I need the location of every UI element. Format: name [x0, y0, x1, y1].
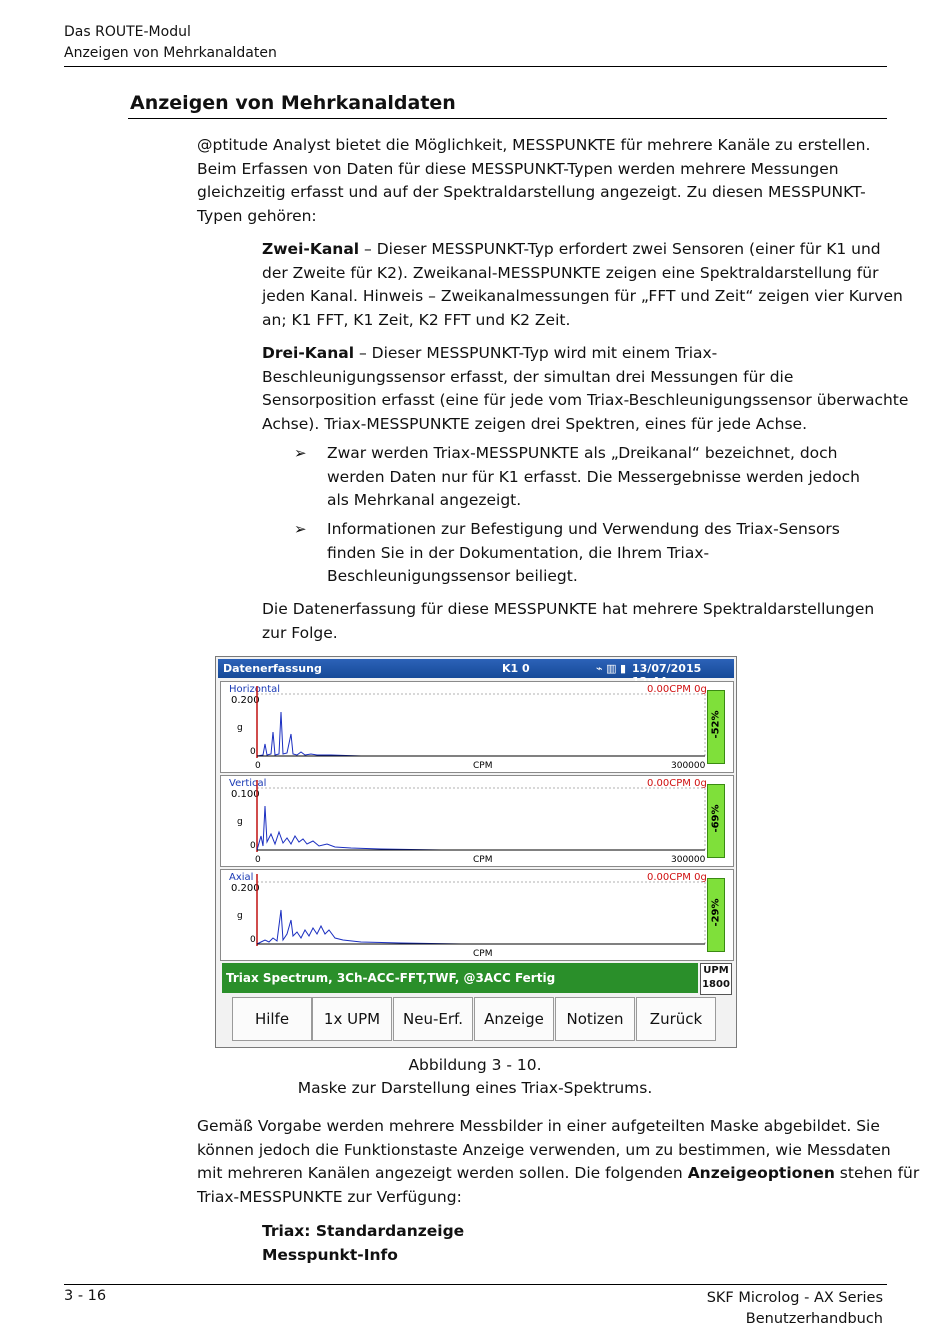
- zwei-kanal-term: Zwei-Kanal: [262, 240, 360, 258]
- neu-erfassen-button[interactable]: Neu-Erf.: [393, 997, 473, 1041]
- option-item: Messpunkt-Info: [262, 1245, 398, 1264]
- panel-readout: 0.00CPM 0g: [647, 684, 707, 695]
- spectrum-panel-axial[interactable]: [220, 869, 734, 961]
- panel-scale: 0.100: [231, 789, 260, 800]
- figure-caption-number: Abbildung 3 - 10.: [408, 1056, 542, 1074]
- panel-name: Axial: [229, 872, 254, 883]
- bullet-arrow-icon: ➢: [294, 444, 307, 462]
- bullet-line: finden Sie in der Dokumentation, die Ihrem Triax-: [327, 543, 710, 562]
- panel-scale: 0.200: [231, 695, 260, 706]
- plot-grid: [257, 882, 705, 944]
- running-header: [64, 22, 277, 64]
- intro-paragraph: [197, 134, 870, 228]
- device-screenshot: [215, 656, 737, 1048]
- y-zero: 0: [250, 841, 256, 851]
- channel-indicator: K1 0: [502, 662, 530, 675]
- bullet-line: Zwar werden Triax-MESSPUNKTE als „Dreikanal“ bezeichnet, doch: [327, 444, 838, 462]
- zwei-text: – Dieser MESSPUNKT-Typ erfordert zwei Sensoren (einer für K1 und: [359, 240, 881, 258]
- title-rule: [128, 118, 887, 119]
- product-name: SKF Microlog - AX Series: [706, 1290, 883, 1306]
- bullet-item: [327, 442, 860, 513]
- paragraph-line: Die Datenerfassung für diese MESSPUNKTE hat mehrere Spektraldarstellungen: [262, 600, 875, 618]
- panel-name: Vertical: [229, 778, 267, 789]
- spectrum-plot: [221, 870, 733, 960]
- spectrum-plot: [221, 776, 733, 866]
- hilfe-button[interactable]: Hilfe: [232, 997, 312, 1041]
- spectrum-panel-vertical[interactable]: [220, 775, 734, 867]
- bullet-arrow-icon: ➢: [294, 520, 307, 538]
- notizen-button[interactable]: Notizen: [555, 997, 635, 1041]
- status-bar: [222, 963, 698, 993]
- header-line-1: Das ROUTE-Modul: [64, 24, 191, 40]
- spectrum-trace: [257, 910, 705, 944]
- upm-label: UPM: [703, 965, 729, 976]
- section-title: Anzeigen von Mehrkanaldaten: [130, 92, 456, 114]
- drei-text: Sensorposition erfasst (eine für jede vom Triax-Beschleunigungssensor überwachte: [262, 391, 909, 410]
- panel-scale: 0.200: [231, 883, 260, 894]
- status-icons: ⌁ ▥ ▮: [596, 662, 627, 675]
- zwei-text: der Zweite für K2). Zweikanal-MESSPUNKTE zeigen eine Spektraldarstellung für: [262, 263, 879, 282]
- x-max: 300000: [671, 761, 706, 771]
- upm-1x-button[interactable]: 1x UPM: [312, 997, 392, 1041]
- status-text: Triax Spectrum, 3Ch-ACC-FFT,TWF, @3ACC Fertig: [226, 971, 556, 985]
- display-options-list: [262, 1220, 464, 1267]
- level-gauge: [707, 878, 725, 952]
- drei-kanal-paragraph: [262, 342, 908, 436]
- y-zero: 0: [250, 935, 256, 945]
- panel-readout: 0.00CPM 0g: [647, 778, 707, 789]
- gauge-value: -52%: [710, 710, 722, 739]
- footer-rule: [64, 1284, 887, 1285]
- spectrum-panel-horizontal[interactable]: [220, 681, 734, 773]
- x-max: 300000: [671, 855, 706, 865]
- y-zero: 0: [250, 747, 256, 757]
- intro-line: gleichzeitig erfasst und auf der Spektraldarstellung angezeigt. Zu diesen MESSPUNKT-: [197, 183, 866, 202]
- drei-text: Achse). Triax-MESSPUNKTE zeigen drei Spektren, eines für jede Achse.: [262, 414, 808, 433]
- zwei-kanal-paragraph: [262, 238, 903, 332]
- y-unit: g: [237, 911, 243, 921]
- panel-readout: 0.00CPM 0g: [647, 872, 707, 883]
- zwei-text: jeden Kanal. Hinweis – Zweikanalmessungen für „FFT und Zeit“ zeigen vier Kurven: [262, 287, 903, 306]
- intro-line: Typen gehören:: [197, 206, 317, 225]
- y-unit: g: [237, 817, 243, 827]
- bullet-line: als Mehrkanal angezeigt.: [327, 491, 522, 510]
- x-min: 0: [255, 761, 261, 771]
- intro-line: @ptitude Analyst bietet die Möglichkeit, MESSPUNKTE für mehrere Kanäle zu erstellen.: [197, 136, 871, 154]
- panel-name: Horizontal: [229, 684, 281, 695]
- drei-kanal-term: Drei-Kanal: [262, 344, 355, 362]
- after-bullets-paragraph: [262, 598, 874, 645]
- outro-text: mit mehreren Kanälen angezeigt werden sollen. Die folgenden: [197, 1164, 688, 1183]
- drei-text: Beschleunigungssensor erfasst, der simultan drei Messungen für die: [262, 367, 794, 386]
- bullet-line: Beschleunigungssensor beiliegt.: [327, 567, 578, 586]
- bullet-line: Informationen zur Befestigung und Verwendung des Triax-Sensors: [327, 520, 840, 538]
- upm-value: 1800: [702, 979, 730, 990]
- x-label: CPM: [473, 761, 493, 771]
- page-number: 3 - 16: [64, 1288, 107, 1304]
- bullet-item: [327, 518, 840, 589]
- level-gauge: [707, 690, 725, 764]
- y-unit: g: [237, 723, 243, 733]
- outro-text: stehen für: [834, 1164, 920, 1183]
- option-item: Triax: Standardanzeige: [262, 1222, 465, 1240]
- upm-box: [700, 963, 732, 995]
- outro-line: können jedoch die Funktionstaste Anzeige verwenden, um zu bestimmen, wie Messdaten: [197, 1140, 891, 1159]
- intro-line: Beim Erfassen von Daten für diese MESSPUNKT-Typen werden mehrere Messungen: [197, 159, 839, 178]
- function-key-row: [232, 997, 728, 1041]
- anzeigeoptionen-term: Anzeigeoptionen: [687, 1164, 835, 1183]
- outro-line: Triax-MESSPUNKTE zur Verfügung:: [197, 1187, 462, 1206]
- x-min: 0: [255, 855, 261, 865]
- zurueck-button[interactable]: Zurück: [636, 997, 716, 1041]
- device-titlebar: [218, 659, 734, 678]
- datetime: 13/07/2015: [632, 662, 702, 675]
- footer-right: [707, 1288, 883, 1330]
- outro-paragraph: [197, 1115, 919, 1209]
- paragraph-line: zur Folge.: [262, 623, 338, 642]
- figure-caption-text: Maske zur Darstellung eines Triax-Spektrums.: [297, 1079, 653, 1097]
- spectrum-trace: [257, 712, 705, 756]
- header-rule: [64, 66, 887, 67]
- gauge-value: -29%: [710, 898, 722, 927]
- bullet-line: werden Daten nur für K1 erfasst. Die Messergebnisse werden jedoch: [327, 467, 860, 486]
- level-gauge: [707, 784, 725, 858]
- header-line-2: Anzeigen von Mehrkanaldaten: [64, 45, 277, 61]
- device-title: Datenerfassung: [223, 662, 322, 675]
- spectrum-plot: [221, 682, 733, 772]
- anzeige-button[interactable]: Anzeige: [474, 997, 554, 1041]
- zwei-text: an; K1 FFT, K1 Zeit, K2 FFT und K2 Zeit.: [262, 310, 571, 329]
- x-label: CPM: [473, 949, 493, 959]
- outro-line: Gemäß Vorgabe werden mehrere Messbilder in einer aufgeteilten Maske abgebildet. Sie: [197, 1117, 880, 1135]
- document-name: Benutzerhandbuch: [745, 1311, 883, 1327]
- drei-text: – Dieser MESSPUNKT-Typ wird mit einem Triax-: [354, 344, 718, 362]
- gauge-value: -69%: [710, 804, 722, 833]
- spectrum-trace: [257, 806, 705, 850]
- x-label: CPM: [473, 855, 493, 865]
- plot-grid: [257, 788, 705, 850]
- plot-grid: [257, 694, 705, 756]
